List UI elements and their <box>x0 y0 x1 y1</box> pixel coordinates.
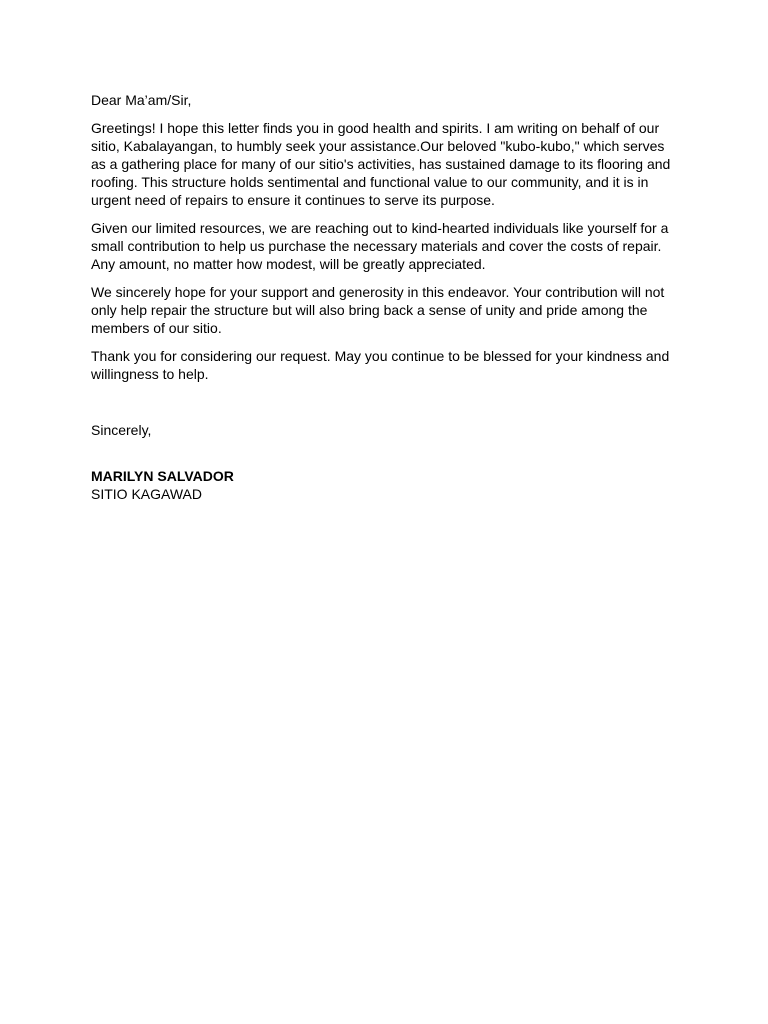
signer-name: MARILYN SALVADOR <box>91 468 234 484</box>
letter-paragraph-greeting: Greetings! I hope this letter finds you in good health and spirits. I am writing on behalf of our sitio, Kabalayangan, to humbly seek your assistance.Our beloved "kubo-kubo," which serves as a gathering place for many of our sitio's activities, has sustained damage to its flooring and roofing. This structure holds sentimental and functional value to our community, and it is in urgent need of repairs to ensure it continues to serve its purpose. <box>91 120 671 208</box>
letter-salutation: Dear Ma’am/Sir, <box>91 92 192 108</box>
letter-paragraph-hope: We sincerely hope for your support and generosity in this endeavor. Your contribution will not only help repair the structure but will also bring back a sense of unity and pride among the members of our sitio. <box>91 284 665 336</box>
signer-title: SITIO KAGAWAD <box>91 486 202 502</box>
letter-paragraph-request: Given our limited resources, we are reaching out to kind-hearted individuals like yourself for a small contribution to help us purchase the necessary materials and cover the costs of repair. Any amount, no matter how modest, will be greatly appreciated. <box>91 220 669 272</box>
letter-paragraph-thanks: Thank you for considering our request. May you continue to be blessed for your kindness and willingness to help. <box>91 348 670 382</box>
letter-closing: Sincerely, <box>91 422 152 438</box>
letter-body <box>91 91 681 503</box>
